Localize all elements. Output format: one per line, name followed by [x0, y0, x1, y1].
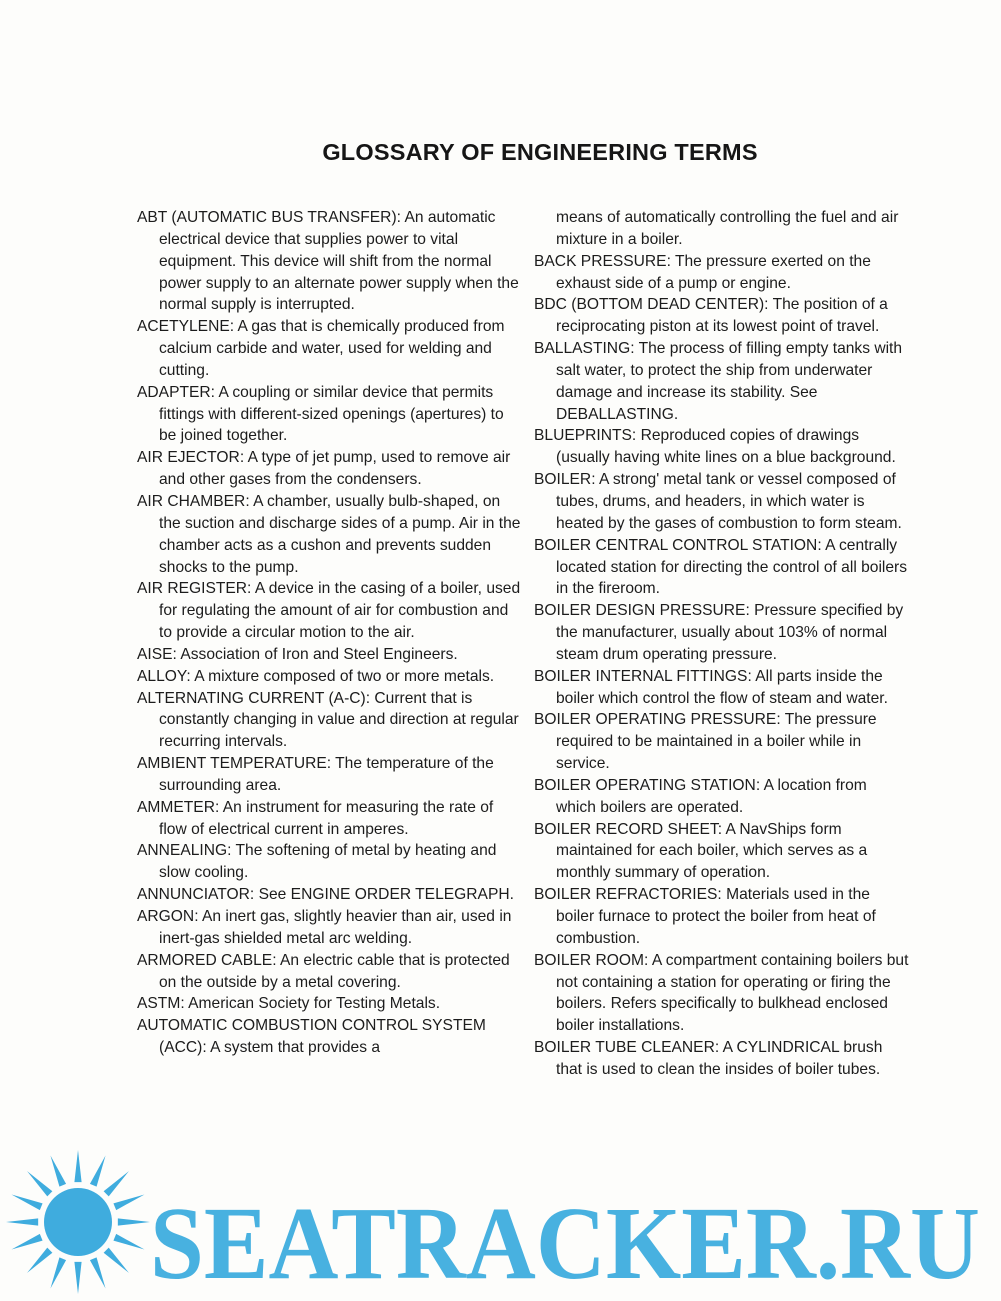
glossary-term: BOILER ROOM: [534, 951, 645, 969]
glossary-term: ABT (AUTOMATIC BUS TRANSFER): [137, 209, 397, 226]
glossary-definition: A location from which boilers are operated.: [556, 776, 867, 816]
glossary-definition: Materials used in the boiler furnace to protect the boiler from heat of combustion.: [556, 886, 876, 947]
sun-ray: [74, 1262, 81, 1294]
glossary-definition: A type of jet pump, used to remove air and other gases from the condensers.: [159, 449, 511, 489]
glossary-entry: ANNEALING: The softening of metal by heating and slow cooling.: [137, 842, 497, 882]
glossary-term: BOILER OPERATING STATION: [534, 776, 756, 794]
glossary-definition: A CYLINDRICAL brush that is used to clean the insides of boiler tubes.: [556, 1039, 883, 1078]
sun-ray: [27, 1248, 52, 1273]
sun-ray: [104, 1171, 129, 1196]
glossary-entry: ADAPTER: A coupling or similar device that permits fittings with different-sized openings (apertures) to be joined together.: [137, 383, 504, 445]
glossary-term: ANNUNCIATOR: [137, 886, 250, 904]
glossary-definition: An electric cable that is protected on the outside by a metal covering.: [159, 951, 510, 991]
glossary-definition: A NavShips form maintained for each boiler, which serves as a monthly summary of operation.: [556, 820, 868, 882]
glossary-entry: ALTERNATING CURRENT (A-C): Current that is constantly changing in value and direction at regular recurring intervals.: [137, 689, 519, 751]
glossary-definition: A strong' metal tank or vessel composed of tubes, drums, and headers, in which water is heated by the gases of combustion to form steam.: [556, 471, 902, 532]
glossary-definition: Current that is constantly changing in value and direction at regular recurring intervals.: [159, 689, 519, 751]
glossary-entry: AIR CHAMBER: A chamber, usually bulb-shaped, on the suction and discharge sides of a pump. Air in the chamber acts as a cushon and prevents sudden shocks to the pump.: [137, 492, 521, 576]
sun-ray: [113, 1234, 144, 1250]
glossary-entry: BOILER TUBE CLEANER: A CYLINDRICAL brush that is used to clean the insides of boiler tubes.: [534, 1039, 883, 1078]
glossary-entry: BOILER INTERNAL FITTINGS: All parts inside the boiler which control the flow of steam and water.: [534, 667, 888, 707]
glossary-definition: The softening of metal by heating and slow cooling.: [159, 842, 497, 882]
glossary-term: AIR EJECTOR: [137, 449, 240, 467]
sun-ray: [27, 1171, 52, 1196]
sun-ray: [50, 1257, 66, 1288]
glossary-entry: AIR EJECTOR: A type of jet pump, used to remove air and other gases from the condensers.: [137, 449, 511, 489]
glossary-definition: A chamber, usually bulb-shaped, on the suction and discharge sides of a pump. Air in the chamber acts as a cushon and prevents sudden shocks to the pump.: [159, 492, 521, 576]
sun-ray: [74, 1150, 81, 1182]
glossary-entry: BOILER REFRACTORIES: Materials used in the boiler furnace to protect the boiler from heat of combustion.: [534, 886, 876, 947]
sun-ray: [118, 1218, 150, 1225]
glossary-term: AMBIENT TEMPERATURE: [137, 755, 327, 773]
glossary-term: AISE: [137, 645, 173, 663]
glossary-term: ARMORED CABLE: [137, 951, 273, 969]
glossary-definition: A device in the casing of a boiler, used for regulating the amount of air for combustion and to provide a circular motion to the air.: [159, 580, 521, 642]
glossary-entry: AIR REGISTER: A device in the casing of a boiler, used for regulating the amount of air for combustion and to provide a circular motion to the air.: [137, 580, 521, 642]
glossary-definition: See ENGINE ORDER TELEGRAPH.: [258, 886, 514, 904]
glossary-definition: Association of Iron and Steel Engineers.: [180, 645, 458, 663]
glossary-definition: The pressure exerted on the exhaust side of a pump or engine.: [556, 252, 871, 292]
glossary-entry: ACETYLENE: A gas that is chemically produced from calcium carbide and water, used for welding and cutting.: [137, 318, 505, 379]
glossary-entry: BDC (BOTTOM DEAD CENTER): The position of a reciprocating piston at its lowest point of travel.: [534, 296, 888, 336]
glossary-entry: AUTOMATIC COMBUSTION CONTROL SYSTEM (ACC): A system that provides a: [137, 1017, 486, 1057]
glossary-definition: The temperature of the surrounding area.: [159, 755, 494, 794]
glossary-term: BACK PRESSURE: [534, 252, 667, 270]
glossary-entry: BACK PRESSURE: The pressure exerted on the exhaust side of a pump or engine.: [534, 252, 871, 292]
glossary-term: BOILER: [534, 471, 592, 489]
glossary-term: BOILER OPERATING PRESSURE: [534, 711, 777, 729]
glossary-entry: AMMETER: An instrument for measuring the rate of flow of electrical current in amperes.: [137, 798, 494, 838]
glossary-definition: A compartment containing boilers but not containing a station for operating or firing the boilers. Refers specifically to bulkhead enclosed boiler installations.: [556, 951, 909, 1035]
glossary-entry: BOILER DESIGN PRESSURE: Pressure specified by the manufacturer, usually about 103% of normal steam drum operating pressure.: [534, 602, 904, 663]
glossary-term: BOILER INTERNAL FITTINGS: [534, 667, 748, 685]
glossary-entry: ANNUNCIATOR: See ENGINE ORDER TELEGRAPH.: [137, 886, 514, 904]
sun-ray: [11, 1234, 42, 1250]
glossary-entry: BOILER: A strong' metal tank or vessel composed of tubes, drums, and headers, in which water is heated by the gases of combustion to form steam.: [534, 471, 902, 532]
glossary-definition: The process of filling empty tanks with salt water, to protect the ship from underwater damage and increase its stability. See DEBALLASTING.: [556, 340, 903, 423]
glossary-term: ANNEALING: [137, 842, 228, 860]
sun-ray: [90, 1155, 106, 1186]
glossary-term: BOILER CENTRAL CONTROL STATION: [534, 536, 818, 554]
glossary-entry: ARGON: An inert gas, slightly heavier than air, used in inert-gas shielded metal arc welding.: [137, 908, 512, 947]
glossary-definition: Reproduced copies of drawings (usually having white lines on a blue background.: [556, 427, 896, 467]
page-title: GLOSSARY OF ENGINEERING TERMS: [322, 139, 758, 165]
glossary-term: AIR CHAMBER: [137, 492, 246, 510]
glossary-entry: ARMORED CABLE: An electric cable that is protected on the outside by a metal covering.: [137, 951, 510, 991]
glossary-entry: BOILER OPERATING STATION: A location from which boilers are operated.: [534, 776, 867, 816]
glossary-term: BLUEPRINTS: [534, 427, 632, 445]
glossary-entry: BOILER RECORD SHEET: A NavShips form maintained for each boiler, which serves as a monthly summary of operation.: [534, 820, 868, 882]
glossary-term: ACETYLENE: [137, 318, 230, 336]
sun-ray: [90, 1257, 106, 1288]
glossary-entry: BOILER CENTRAL CONTROL STATION: A centrally located station for directing the control of all boilers in the fireroom.: [534, 536, 908, 598]
sun-ray: [11, 1194, 42, 1210]
glossary-definition: A mixture composed of two or more metals.: [194, 667, 495, 685]
glossary-entry: ASTM: American Society for Testing Metals.: [137, 995, 441, 1013]
glossary-entry: ABT (AUTOMATIC BUS TRANSFER): An automatic electrical device that supplies power to vital equipment. This device will shift from the normal power supply to an alternate power supply when the normal supply is interrupted.: [137, 209, 519, 314]
glossary-entry: BOILER ROOM: A compartment containing boilers but not containing a station for operating or firing the boilers. Refers specifically to bulkhead enclosed boiler installations.: [534, 951, 909, 1035]
glossary-entry: BALLASTING: The process of filling empty tanks with salt water, to protect the ship from underwater damage and increase its stability. See DEBALLASTING.: [534, 340, 903, 423]
glossary-entry: BOILER OPERATING PRESSURE: The pressure required to be maintained in a boiler while in service.: [534, 711, 877, 773]
glossary-term: BOILER TUBE CLEANER: [534, 1039, 715, 1057]
glossary-term: ALTERNATING CURRENT (A-C): [137, 689, 366, 707]
glossary-definition: The position of a reciprocating piston at its lowest point of travel.: [556, 296, 888, 336]
glossary-term: BOILER DESIGN PRESSURE: [534, 602, 746, 620]
glossary-term: BOILER RECORD SHEET: [534, 820, 718, 838]
glossary-definition: Pressure specified by the manufacturer, usually about 103% of normal steam drum operating pressure.: [556, 602, 904, 663]
watermark-text: SEATRACKER.RU: [150, 1186, 980, 1301]
glossary-definition: A gas that is chemically produced from calcium carbide and water, used for welding and cutting.: [159, 318, 505, 379]
glossary-entry: BLUEPRINTS: Reproduced copies of drawings (usually having white lines on a blue background.: [534, 427, 896, 467]
glossary-definition: A centrally located station for directing the control of all boilers in the fireroom.: [556, 536, 908, 598]
glossary-definition: An instrument for measuring the rate of flow of electrical current in amperes.: [159, 798, 494, 838]
glossary-term: ASTM: [137, 995, 181, 1013]
sun-ray: [113, 1194, 144, 1210]
glossary-definition: All parts inside the boiler which control the flow of steam and water.: [556, 667, 888, 707]
sun-ray: [50, 1155, 66, 1186]
glossary-term: AUTOMATIC COMBUSTION CONTROL SYSTEM (ACC): [137, 1017, 486, 1057]
sun-icon: [6, 1150, 150, 1294]
glossary-term: BALLASTING: [534, 340, 631, 358]
glossary-term: BDC (BOTTOM DEAD CENTER): [534, 296, 765, 314]
glossary-entry: ALLOY: A mixture composed of two or more metals.: [137, 667, 495, 685]
glossary-term: AMMETER: [137, 798, 215, 816]
glossary-entry: AMBIENT TEMPERATURE: The temperature of the surrounding area.: [137, 755, 494, 794]
glossary-term: ALLOY: [137, 667, 187, 685]
sun-ray: [6, 1218, 38, 1225]
glossary-term: AIR REGISTER: [137, 580, 248, 598]
glossary-term: BOILER REFRACTORIES: [534, 886, 718, 904]
glossary-definition: The pressure required to be maintained in a boiler while in service.: [556, 711, 877, 773]
glossary-definition: American Society for Testing Metals.: [188, 995, 441, 1013]
watermark: [0, 1150, 1001, 1301]
glossary-term: ARGON: [137, 908, 195, 925]
glossary-definition: An automatic electrical device that supplies power to vital equipment. This device will shift from the normal power supply to an alternate power supply when the normal supply is interrupted.: [159, 209, 519, 314]
glossary-column-right: [534, 207, 909, 1081]
continued-definition: means of automatically controlling the fuel and air mixture in a boiler.: [556, 209, 899, 248]
glossary-definition: A coupling or similar device that permits fittings with different-sized openings (apertures) to be joined together.: [159, 383, 504, 445]
glossary-definition: An inert gas, slightly heavier than air, used in inert-gas shielded metal arc welding.: [159, 908, 512, 947]
glossary-entry: AISE: Association of Iron and Steel Engineers.: [137, 645, 458, 663]
glossary-definition: A system that provides a: [210, 1039, 381, 1057]
sun-ray: [104, 1248, 129, 1273]
glossary-term: ADAPTER: [137, 383, 211, 401]
glossary-column-left: [137, 207, 522, 1059]
